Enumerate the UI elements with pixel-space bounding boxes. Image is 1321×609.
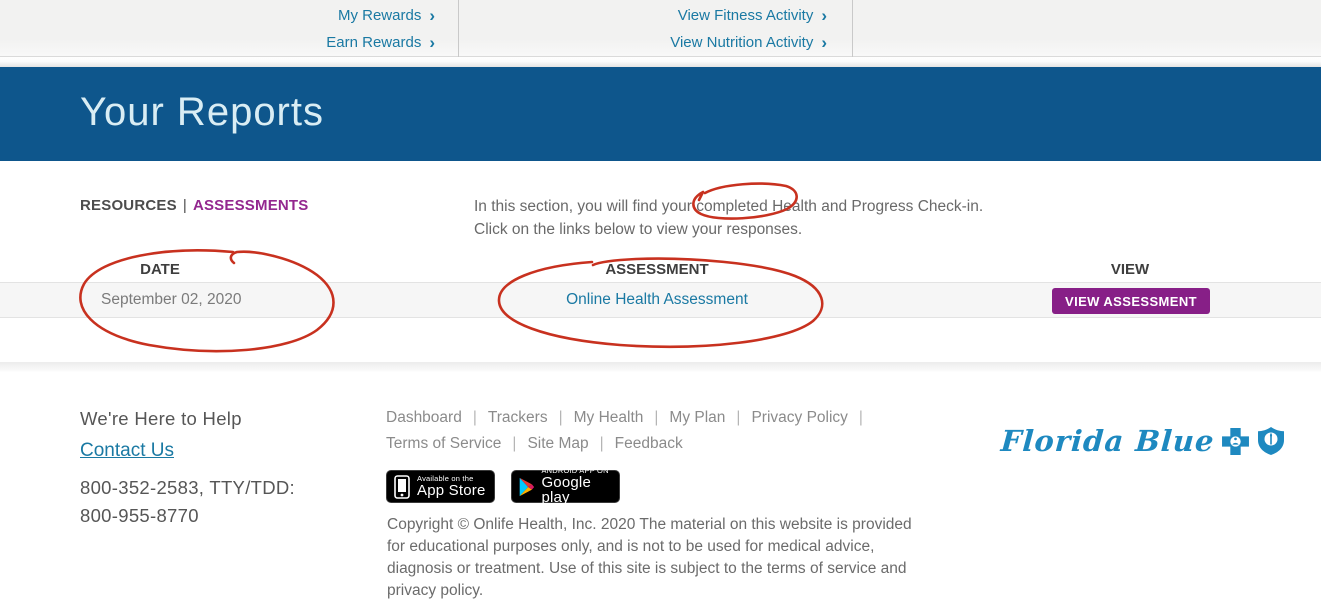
activity-menu-column: [458, 2, 827, 56]
menu-item-view-nutrition-activity[interactable]: [670, 29, 827, 56]
menu-item-my-rewards[interactable]: [338, 2, 435, 29]
copyright-text: [387, 514, 912, 602]
chevron-right-icon: ›: [429, 6, 435, 25]
app-store-badge[interactable]: [386, 470, 495, 503]
assessment-link[interactable]: Online Health Assessment: [566, 291, 748, 308]
footer-link-my-health[interactable]: My Health: [573, 409, 644, 426]
content-footer-divider: [0, 362, 1321, 372]
section-description: [474, 196, 983, 241]
google-play-badge[interactable]: [511, 465, 620, 507]
page-title: Your Reports: [80, 90, 324, 134]
menu-item-view-fitness-activity[interactable]: [678, 2, 827, 29]
copyright-line: Copyright © Onlife Health, Inc. 2020 The material on this website is provided: [387, 516, 912, 533]
menu-item-label: Earn Rewards: [326, 34, 422, 51]
gplay-title: Google play: [541, 473, 592, 507]
menu-divider: [852, 0, 853, 65]
column-header-assessment: ASSESSMENT: [605, 261, 709, 278]
chevron-right-icon: ›: [821, 6, 827, 25]
footer-link-feedback[interactable]: Feedback: [614, 435, 683, 452]
footer-link-privacy-policy[interactable]: Privacy Policy: [751, 409, 848, 426]
gplay-tagline: ANDROID APP ON: [541, 465, 609, 475]
chevron-right-icon: ›: [429, 33, 435, 52]
link-divider: |: [654, 409, 659, 426]
menu-item-earn-rewards[interactable]: [326, 29, 435, 56]
view-assessment-button[interactable]: VIEW ASSESSMENT: [1052, 288, 1210, 314]
google-play-icon: [519, 475, 534, 499]
phone-number-tty: 800-955-8770: [80, 505, 199, 526]
apple-phone-icon: [394, 475, 410, 499]
appstore-tagline: Available on the: [417, 473, 474, 483]
blue-shield-icon: [1257, 426, 1285, 456]
rewards-menu-column: [0, 2, 435, 56]
footer-link-site-map[interactable]: Site Map: [527, 435, 589, 452]
copyright-line: for educational purposes only, and is not to be used for medical advice,: [387, 538, 875, 555]
link-divider: |: [736, 409, 741, 426]
menu-item-label: View Fitness Activity: [677, 7, 814, 24]
link-divider: |: [472, 409, 477, 426]
footer-link-trackers[interactable]: Trackers: [487, 409, 548, 426]
description-line-2: Click on the links below to view your responses.: [474, 220, 803, 238]
top-dropdown-menu: [0, 0, 1321, 57]
column-header-view: VIEW: [1110, 261, 1150, 278]
link-divider: |: [858, 409, 863, 426]
breadcrumb-assessments: ASSESSMENTS: [192, 197, 309, 214]
copyright-line: privacy policy.: [387, 582, 484, 599]
phone-number-primary: 800-352-2583, TTY/TDD:: [80, 477, 295, 498]
florida-blue-logo: [1001, 424, 1285, 458]
breadcrumb-divider: |: [182, 197, 187, 214]
menu-divider: [458, 0, 459, 57]
menu-item-label: View Nutrition Activity: [670, 34, 814, 51]
florida-blue-wordmark: Florida Blue: [999, 424, 1216, 458]
assessment-date: September 02, 2020: [101, 291, 242, 308]
footer-link-terms-of-service[interactable]: Terms of Service: [386, 435, 502, 452]
breadcrumb: [80, 197, 309, 214]
menu-shadow-strip: [0, 57, 1321, 67]
link-divider: |: [512, 435, 517, 452]
contact-us-link[interactable]: Contact Us: [80, 440, 174, 461]
footer-links-row-1: [386, 409, 874, 427]
footer-link-dashboard[interactable]: Dashboard: [386, 409, 462, 426]
description-line-1: In this section, you will find your completed Health and Progress Check-in.: [474, 198, 984, 215]
footer-link-my-plan[interactable]: My Plan: [669, 409, 726, 426]
help-heading: We're Here to Help: [80, 408, 242, 429]
menu-item-label: My Rewards: [337, 7, 422, 24]
breadcrumb-resources[interactable]: RESOURCES: [80, 197, 177, 214]
table-row: [0, 282, 1321, 318]
column-header-date: DATE: [140, 261, 180, 278]
footer-links-row-2: [386, 435, 683, 453]
copyright-line: diagnosis or treatment. Use of this site is subject to the terms of service and: [387, 560, 907, 577]
appstore-title: App Store: [417, 481, 486, 499]
blue-cross-icon: [1221, 427, 1250, 456]
link-divider: |: [558, 409, 563, 426]
page-header-band: [0, 67, 1321, 161]
chevron-right-icon: ›: [821, 33, 827, 52]
link-divider: |: [599, 435, 604, 452]
